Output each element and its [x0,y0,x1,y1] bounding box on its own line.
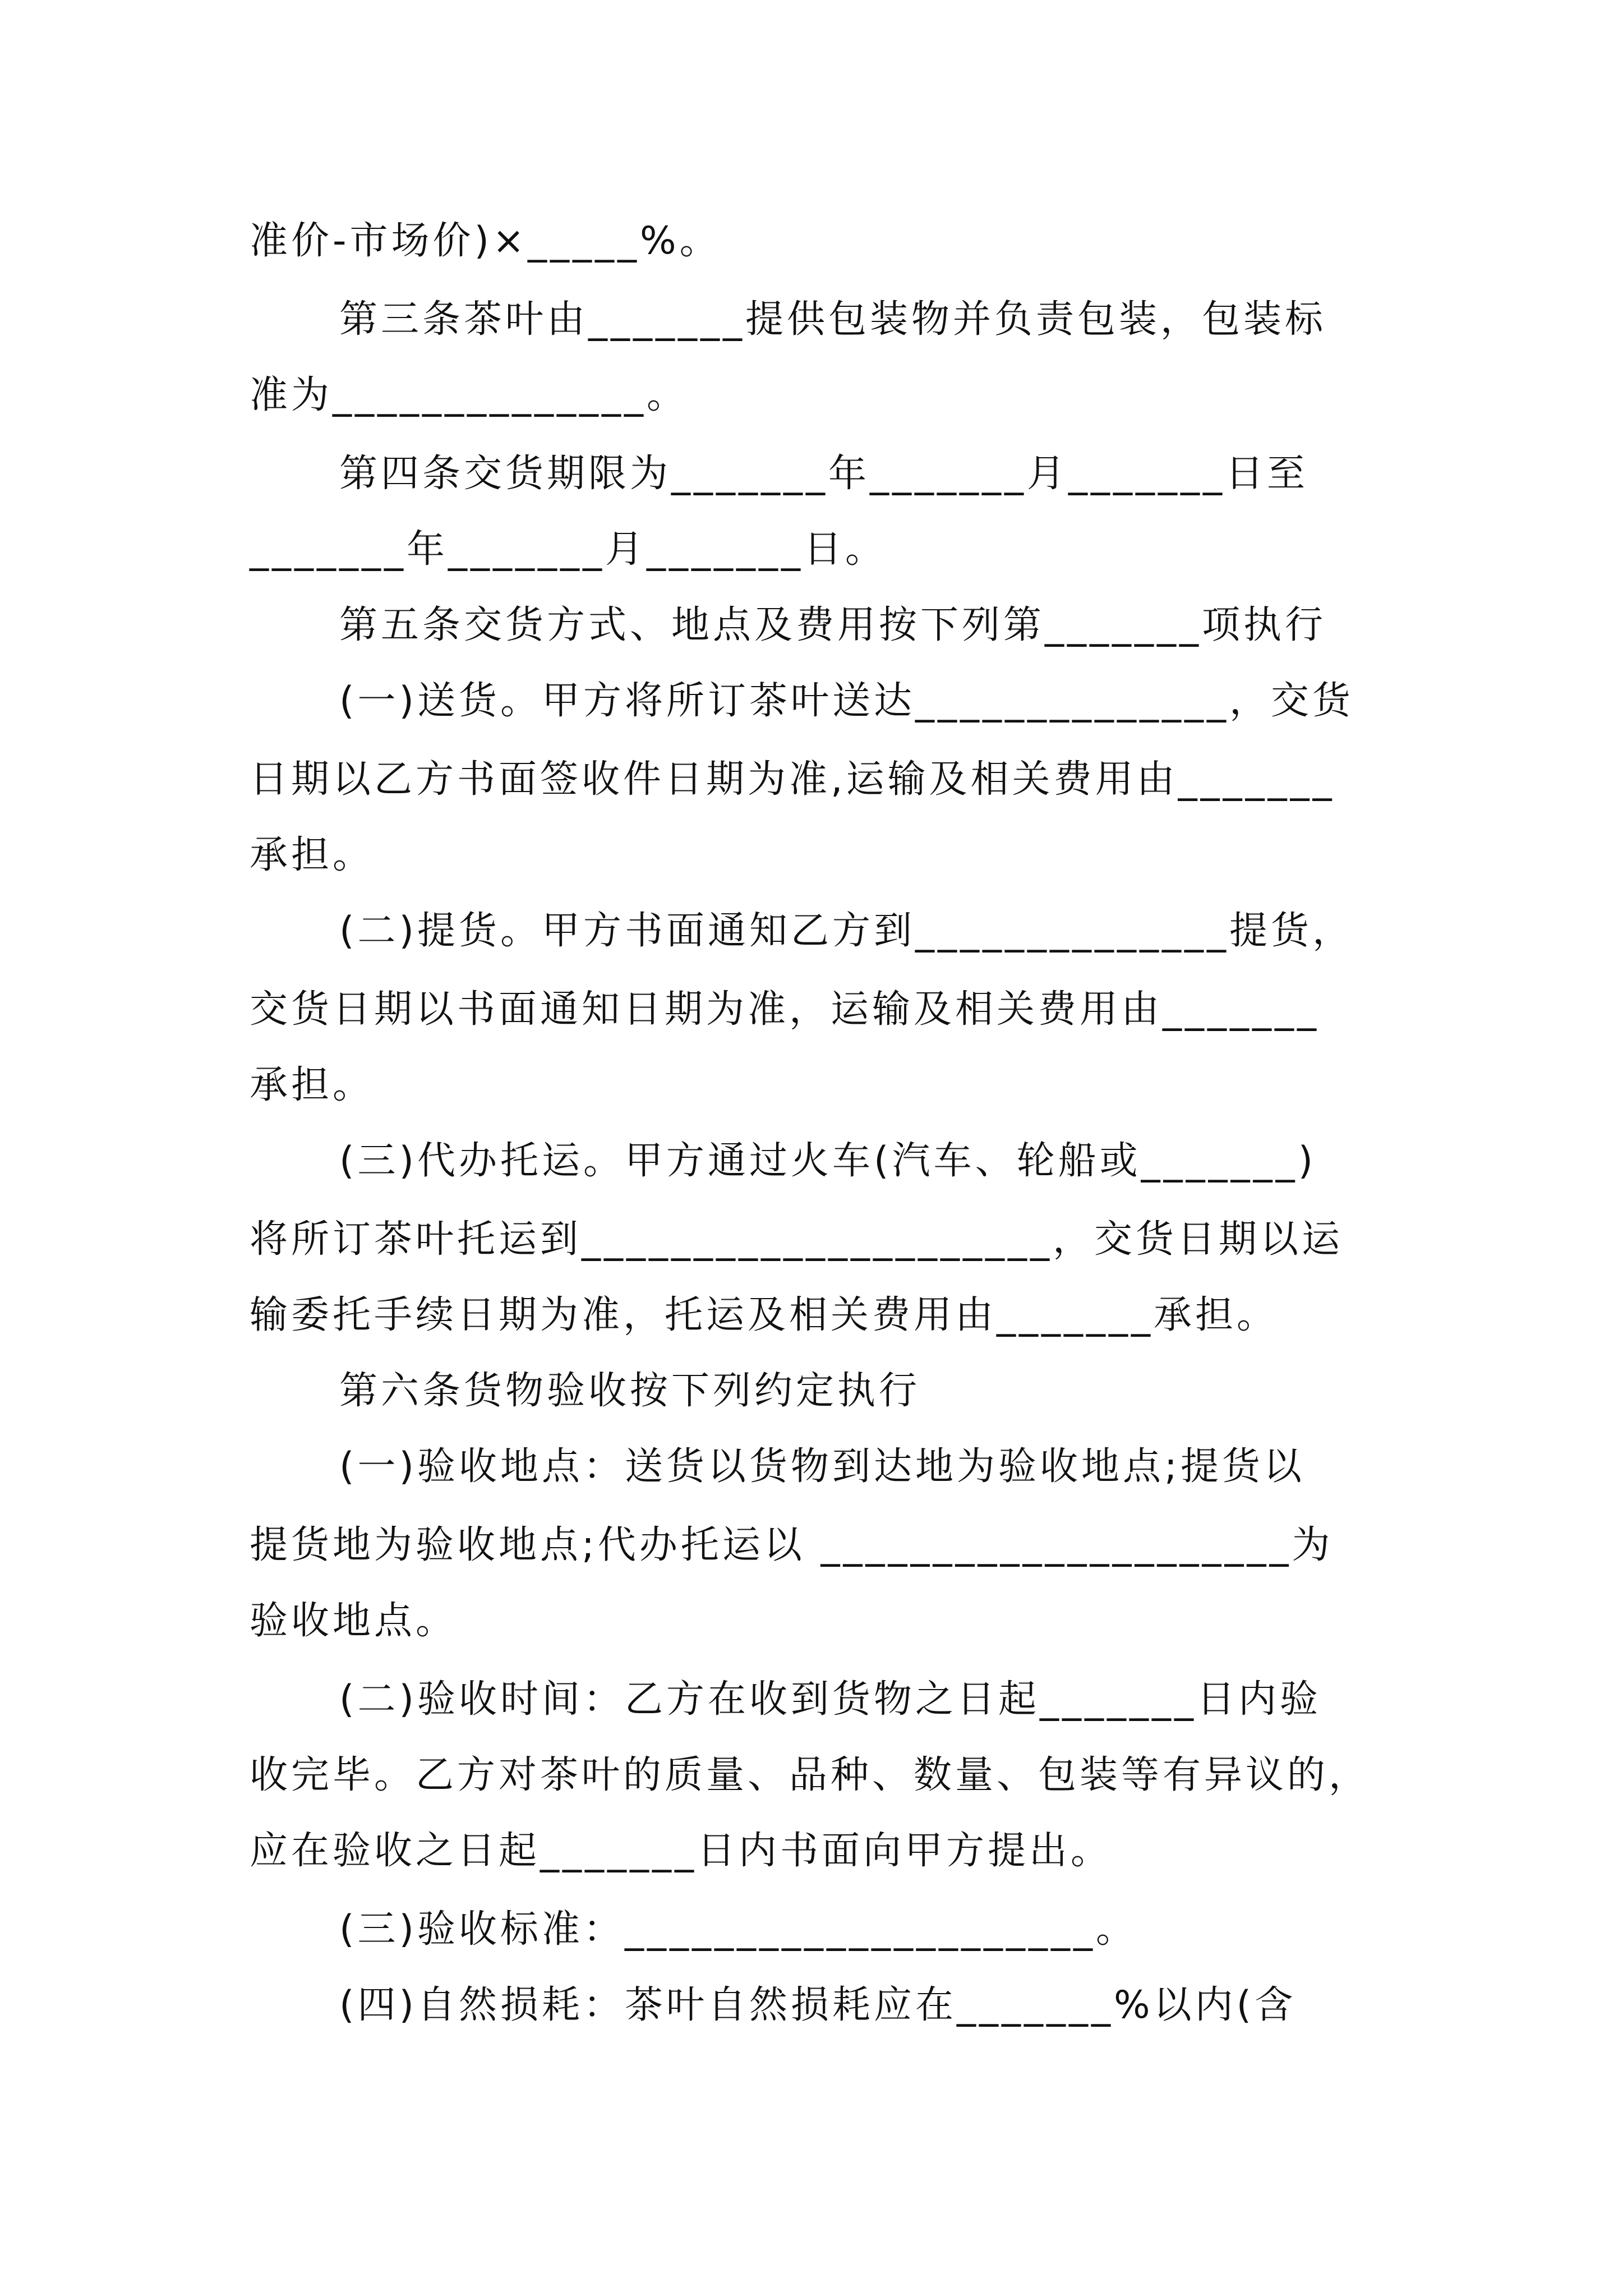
text-line: (四)自然损耗：茶叶自然损耗应在_______%以内(含 [339,1983,1297,2027]
text-line: 第四条交货期限为_______年_______月_______日至 [339,452,1309,496]
text-line: 验收地点。 [250,1599,458,1643]
text-line: (一)验收地点：送货以货物到达地为验收地点;提货以 [339,1444,1305,1489]
text-line: 将所订茶叶托运到_____________________，交货日期以运 [250,1217,1344,1262]
text-line: 准价-市场价)×_____%。 [250,219,721,263]
text-line: 收完毕。乙方对茶叶的质量、品种、数量、包装等有异议的， [250,1753,1371,1797]
text-line: _______年_______月_______日。 [250,527,887,572]
text-line: 承担。 [250,833,375,877]
text-line: 第三条茶叶由_______提供包装物并负责包装，包装标 [339,297,1327,342]
text-line: (二)验收时间：乙方在收到货物之日起_______日内验 [339,1677,1322,1722]
text-line: (三)验收标准：_____________________。 [339,1907,1138,1952]
text-line: 提货地为验收地点;代办托运以 _____________________为 [250,1523,1334,1567]
text-line: 应在验收之日起_______日内书面向甲方提出。 [250,1829,1113,1873]
text-line: (二)提货。甲方书面通知乙方到______________提货， [339,909,1354,953]
text-line: 第五条交货方式、地点及费用按下列第_______项执行 [339,603,1327,647]
text-line: 承担。 [250,1063,375,1107]
text-line: 准为______________。 [250,373,689,417]
text-line: 日期以乙方书面签收件日期为准,运输及相关费用由_______ [250,757,1335,802]
text-line: 第六条货物验收按下列约定执行 [339,1369,921,1413]
text-line: (一)送货。甲方将所订茶叶送达______________，交货 [339,679,1354,723]
text-line: (三)代办托运。甲方通过火车(汽车、轮船或_______) [339,1139,1317,1183]
text-line: 输委托手续日期为准，托运及相关费用由_______承担。 [250,1293,1279,1337]
text-line: 交货日期以书面通知日期为准，运输及相关费用由_______ [250,987,1320,1032]
